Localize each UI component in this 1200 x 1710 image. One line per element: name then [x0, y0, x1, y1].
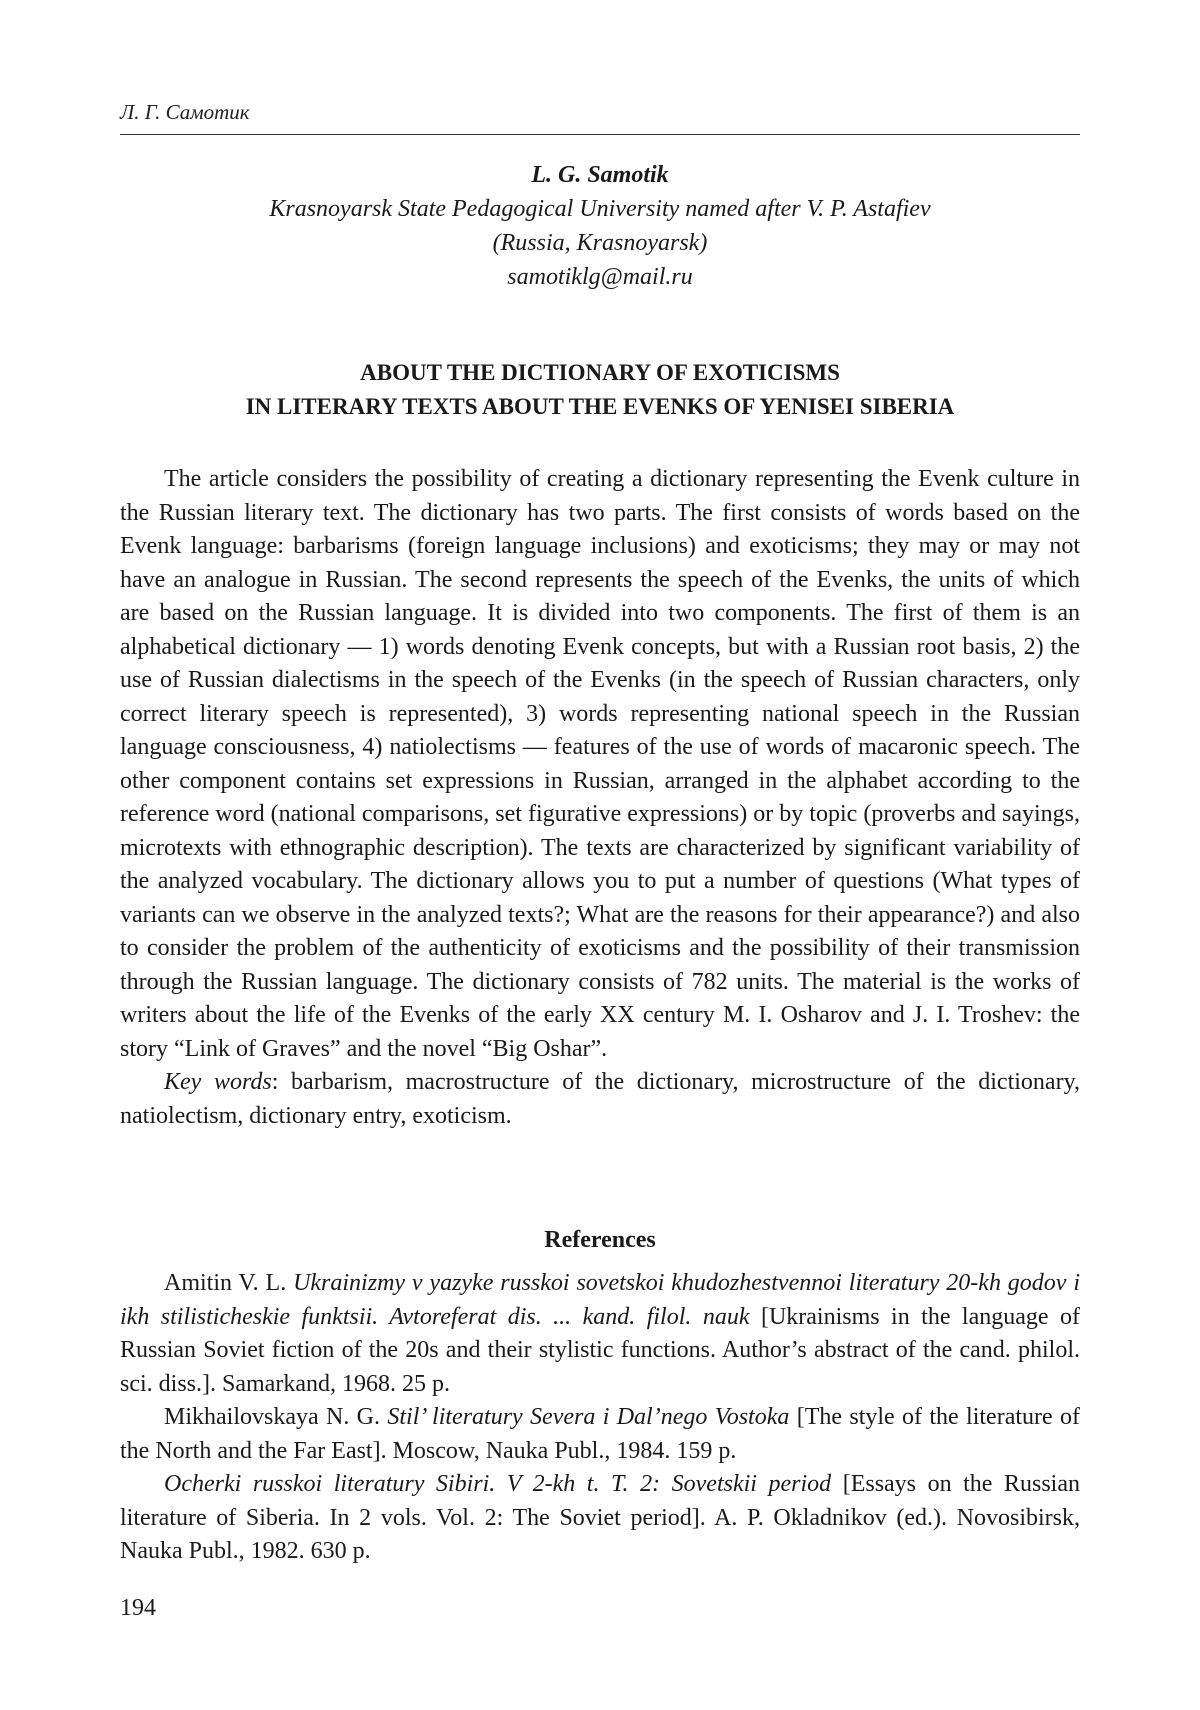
references-heading: References: [544, 1227, 656, 1253]
reference-author: Mikhailovskaya N. G.: [164, 1404, 388, 1430]
page-number: 194: [120, 1595, 156, 1621]
reference-item: [120, 1468, 1080, 1569]
reference-item: [120, 1401, 1080, 1468]
author-affiliation: Krasnoyarsk State Pedagogical University named after V. P. Astafiev: [269, 196, 931, 222]
reference-title: Ocherki russkoi literatury Sibiri. V 2-kh t. T. 2: Sovetskii period: [164, 1471, 832, 1497]
reference-details: [The style of the literature of the North and the Far East]. Moscow, Nauka Publ., 1984. 159 p.: [120, 1404, 1080, 1464]
title-line-1: ABOUT THE DICTIONARY OF EXOTICISMS: [360, 360, 840, 385]
reference-details: [Ukrainisms in the language of Russian Soviet fiction of the 20s and their stylistic functions. Author’s abstract of the cand. philol. sci. diss.]. Samarkand, 1968. 25 p.: [120, 1303, 1080, 1397]
author-name: L. G. Samotik: [531, 162, 669, 188]
header-rule: [120, 134, 1080, 135]
abstract: [120, 463, 1080, 1133]
author-email[interactable]: samotiklg@mail.ru: [507, 264, 693, 290]
abstract-text: The article considers the possibility of creating a dictionary representing the Evenk culture in the Russian literary text. The dictionary has two parts. The first consists of words based on the Evenk language: barbarisms (foreign language inclusions) and exoticisms; they may or may not have an analogue in Russian. The second represents the speech of the Evenks, the units of which are based on the Russian language. It is divided into two components. The first of them is an alphabetical dictionary — 1) words denoting Evenk concepts, but with a Russian root basis, 2) the use of Russian dialectisms in the speech of the Evenks (in the speech of Russian characters, only correct literary speech is represented), 3) words representing national speech in the Russian language consciousness, 4) natiolectisms — features of the use of words of macaronic speech. The other component contains set expressions in Russian, arranged in the alphabet according to the reference word (national comparisons, set figurative expressions) or by topic (proverbs and sayings, microtexts with ethnographic description). The texts are characterized by significant variability of the analyzed vocabulary. The dictionary allows you to put a number of questions (What types of variants can we observe in the analyzed texts?; What are the reasons for their appearance?) and also to consider the problem of the authenticity of exoticisms and the possibility of their transmission through the Russian language. The dictionary consists of 782 units. The material is the works of writers about the life of the Evenks of the early XX century M. I. Osharov and J. I. Troshev: the story “Link of Graves” and the novel “Big Oshar”.: [120, 466, 1080, 1062]
references-list: [120, 1267, 1080, 1569]
title-line-2: IN LITERARY TEXTS ABOUT THE EVENKS OF YENISEI SIBERIA: [245, 394, 955, 419]
author-block: [120, 158, 1080, 294]
reference-title: Ukrainizmy v yazyke russkoi sovetskoi khudozhestvennoi literatury 20-kh godov i ikh stilisticheskie funktsii. Avtoreferat dis. ... kand. filol. nauk: [120, 1270, 1080, 1330]
author-location: (Russia, Krasnoyarsk): [492, 230, 708, 256]
keywords-label: Key words: [164, 1069, 272, 1095]
article-title: [120, 356, 1080, 424]
reference-author: Amitin V. L.: [164, 1270, 294, 1296]
reference-item: [120, 1267, 1080, 1401]
keywords: [120, 1066, 1080, 1133]
keywords-text: : barbarism, macrostructure of the dictionary, microstructure of the dictionary, natiolectism, dictionary entry, exoticism.: [120, 1069, 1081, 1129]
reference-details: [Essays on the Russian literature of Siberia. In 2 vols. Vol. 2: The Soviet period]. A. P. Okladnikov (ed.). Novosibirsk, Nauka Publ., 1982. 630 p.: [120, 1471, 1080, 1564]
running-head: Л. Г. Самотик: [120, 100, 250, 124]
reference-title: Stil’ literatury Severa i Dal’nego Vostoka: [387, 1404, 790, 1430]
